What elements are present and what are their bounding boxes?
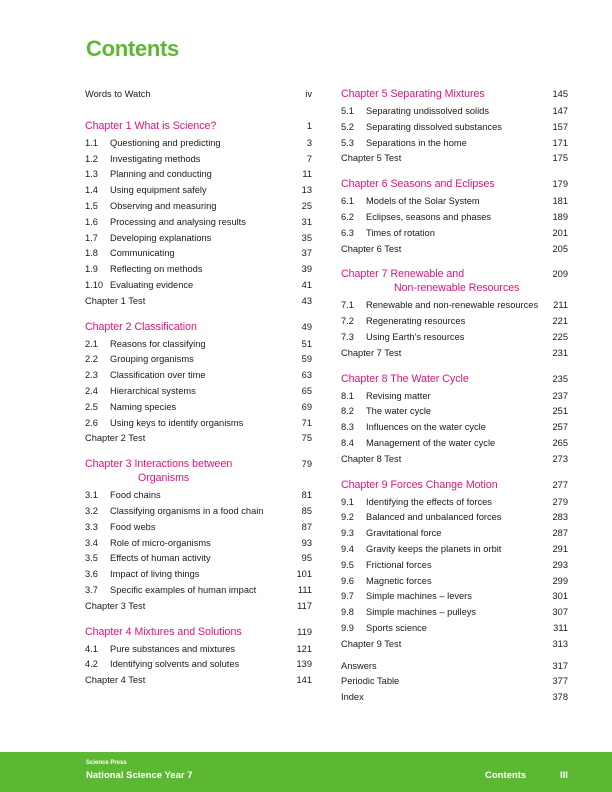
- contents-entry[interactable]: [85, 337, 312, 353]
- chapter-title-line: Chapter 2 Classification: [85, 320, 197, 333]
- contents-entry[interactable]: [85, 199, 312, 215]
- contents-entry[interactable]: [341, 314, 568, 330]
- contents-column-right: [341, 87, 568, 706]
- page-number: 1: [306, 120, 312, 131]
- entry-title: Chapter 2 Test: [85, 433, 146, 444]
- chapter-heading[interactable]: [85, 119, 312, 133]
- contents-entry[interactable]: [341, 298, 568, 314]
- entry-title: Magnetic forces: [366, 575, 432, 586]
- entry-title: Hierarchical systems: [110, 385, 196, 396]
- section-number: 9.2: [341, 512, 354, 523]
- page-number: 85: [301, 505, 312, 516]
- page-number: 257: [552, 422, 568, 433]
- section-number: 5.3: [341, 137, 354, 148]
- section-number: 1.1: [85, 137, 98, 148]
- contents-entry[interactable]: [341, 659, 568, 675]
- entry-title: Times of rotation: [366, 227, 435, 238]
- section-number: 9.1: [341, 496, 354, 507]
- entry-title: Periodic Table: [341, 676, 400, 687]
- entry-title: Reasons for classifying: [110, 338, 206, 349]
- section-number: 7.3: [341, 331, 354, 342]
- page-number: 11: [302, 169, 312, 180]
- contents-entry[interactable]: [85, 416, 312, 432]
- contents-entry[interactable]: [85, 567, 312, 583]
- section-number: 3.4: [85, 537, 98, 548]
- contents-entry[interactable]: [341, 120, 568, 136]
- page-number: 205: [552, 243, 568, 254]
- contents-entry[interactable]: [85, 87, 312, 103]
- page-number: 65: [301, 385, 312, 396]
- page-number: 139: [296, 659, 312, 670]
- contents-entry[interactable]: [85, 520, 312, 536]
- page-number: 237: [552, 390, 568, 401]
- contents-entry[interactable]: [85, 368, 312, 384]
- entry-title: Developing explanations: [110, 232, 212, 243]
- page-number: 279: [552, 496, 568, 507]
- entry-title: Observing and measuring: [110, 200, 217, 211]
- section-number: 2.1: [85, 338, 98, 349]
- page-number: 13: [301, 185, 312, 196]
- entry-title: Sports science: [366, 622, 427, 633]
- contents-entry[interactable]: [341, 226, 568, 242]
- page-number: 299: [552, 575, 568, 586]
- entry-title: Planning and conducting: [110, 169, 212, 180]
- page-number: 378: [552, 692, 568, 703]
- contents-entry[interactable]: [341, 542, 568, 558]
- section-number: 1.10: [85, 279, 104, 290]
- section-number: 1.5: [85, 200, 98, 211]
- page-number: 79: [301, 459, 312, 470]
- chapter-title-line: Chapter 6 Seasons and Eclipses: [341, 178, 495, 191]
- page-number: 313: [552, 638, 568, 649]
- contents-entry[interactable]: [341, 621, 568, 637]
- chapter-title-line: Chapter 7 Renewable and: [341, 268, 465, 281]
- entry-title: Answers: [341, 660, 377, 671]
- contents-entry[interactable]: [85, 167, 312, 183]
- entry-title: Revising matter: [366, 390, 431, 401]
- entry-title: Chapter 7 Test: [341, 347, 402, 358]
- entry-title: Influences on the water cycle: [366, 422, 486, 433]
- contents-entry[interactable]: [85, 152, 312, 168]
- section-number: 1.2: [85, 153, 98, 164]
- section-number: 6.3: [341, 227, 354, 238]
- page-number: 141: [296, 675, 312, 686]
- page-number: 211: [553, 300, 568, 311]
- contents-entry[interactable]: [85, 657, 312, 673]
- chapter-title: [85, 320, 302, 334]
- section-number: 6.2: [341, 211, 354, 222]
- entry-title: Separating undissolved solids: [366, 106, 490, 116]
- contents-entry[interactable]: [341, 420, 568, 436]
- contents-entry[interactable]: [85, 599, 312, 615]
- entry-title: Regenerating resources: [366, 316, 466, 327]
- entry-title: Communicating: [110, 248, 175, 259]
- page-number: 273: [552, 453, 568, 464]
- page-number: 377: [552, 676, 568, 687]
- entry-title: Words to Watch: [85, 89, 151, 99]
- page-number: 179: [552, 179, 568, 190]
- contents-entry[interactable]: [341, 104, 568, 120]
- page-footer: [0, 752, 612, 792]
- entry-title: Role of micro-organisms: [110, 537, 211, 548]
- contents-entry[interactable]: [341, 637, 568, 653]
- page-number: 81: [301, 490, 312, 501]
- page-number: 93: [301, 537, 312, 548]
- page-number: 117: [297, 600, 312, 611]
- page-number: 311: [553, 622, 568, 633]
- contents-entry[interactable]: [85, 183, 312, 199]
- section-number: 3.7: [85, 584, 98, 595]
- section-number: 5.2: [341, 121, 354, 132]
- footer-book-title: National Science Year 7: [86, 770, 193, 781]
- page-number: 71: [301, 417, 312, 428]
- page-number: iv: [305, 89, 312, 99]
- section-number: 9.4: [341, 543, 354, 554]
- footer-publisher: Science Press: [86, 760, 127, 766]
- page-number: 35: [301, 232, 312, 243]
- entry-title: Management of the water cycle: [366, 437, 496, 448]
- page-number: 209: [552, 269, 568, 280]
- section-number: 5.1: [341, 106, 354, 116]
- contents-entry[interactable]: [341, 589, 568, 605]
- contents-entry[interactable]: [341, 510, 568, 526]
- chapter-title: [341, 87, 552, 101]
- section-number: 9.5: [341, 559, 354, 570]
- entry-title: Chapter 5 Test: [341, 153, 402, 164]
- chapter-title: [85, 119, 307, 133]
- entry-title: Chapter 8 Test: [341, 453, 402, 464]
- entry-title: Classifying organisms in a food chain: [110, 505, 264, 516]
- entry-title: Simple machines – levers: [366, 591, 472, 602]
- page-number: 175: [552, 153, 568, 164]
- page-number: 25: [301, 200, 312, 211]
- chapter-title: [341, 372, 552, 386]
- page-title: Contents: [86, 36, 179, 61]
- page-number: 147: [552, 106, 568, 116]
- chapter-heading[interactable]: [85, 625, 312, 639]
- page-number: 283: [552, 512, 568, 523]
- section-number: 2.2: [85, 354, 98, 365]
- entry-title: Investigating methods: [110, 153, 201, 164]
- entry-title: Effects of human activity: [110, 553, 211, 564]
- page-number: 87: [301, 521, 312, 532]
- chapter-title-line: Chapter 4 Mixtures and Solutions: [85, 625, 242, 638]
- contents-entry[interactable]: [341, 452, 568, 468]
- section-number: 9.7: [341, 591, 354, 602]
- page-number: 59: [301, 354, 312, 365]
- contents-entry[interactable]: [85, 400, 312, 416]
- section-number: 2.6: [85, 417, 98, 428]
- section-number: 2.5: [85, 401, 98, 412]
- footer-page-number: III: [560, 770, 568, 781]
- section-number: 3.3: [85, 521, 98, 532]
- contents-entry[interactable]: [85, 384, 312, 400]
- contents-entry[interactable]: [85, 352, 312, 368]
- chapter-title-line: Chapter 3 Interactions between: [85, 458, 233, 471]
- chapter-title-line: Chapter 1 What is Science?: [85, 119, 217, 132]
- entry-title: Chapter 9 Test: [341, 638, 402, 649]
- entry-title: Separations in the home: [366, 137, 467, 148]
- entry-title: Food webs: [110, 521, 156, 532]
- section-number: 1.6: [85, 216, 98, 227]
- section-number: 9.3: [341, 528, 354, 539]
- chapter-title: [85, 625, 297, 639]
- entry-title: Eclipses, seasons and phases: [366, 211, 492, 222]
- page-number: 277: [552, 479, 568, 490]
- contents-entry[interactable]: [85, 136, 312, 152]
- contents-entry[interactable]: [341, 674, 568, 690]
- contents-entry[interactable]: [341, 210, 568, 226]
- section-number: 6.1: [341, 196, 354, 207]
- chapter-heading[interactable]: [341, 87, 568, 101]
- contents-entry[interactable]: [341, 495, 568, 511]
- chapter-heading[interactable]: [341, 478, 568, 492]
- page-number: 37: [301, 248, 312, 259]
- page-number: 225: [552, 331, 568, 342]
- contents-entry[interactable]: [85, 673, 312, 689]
- page-number: 221: [552, 316, 568, 327]
- chapter-title-line: Chapter 8 The Water Cycle: [341, 372, 469, 385]
- entry-title: Separating dissolved substances: [366, 121, 502, 132]
- section-number: 8.3: [341, 422, 354, 433]
- page-number: 145: [552, 89, 568, 99]
- section-number: 7.1: [341, 300, 354, 311]
- entry-title: Identifying the effects of forces: [366, 496, 492, 507]
- page-number: 101: [296, 569, 312, 580]
- page-number: 301: [552, 591, 568, 602]
- page-number: 49: [301, 321, 312, 332]
- page-number: 181: [552, 196, 568, 207]
- page-number: 157: [552, 121, 568, 132]
- page-number: 111: [297, 584, 312, 595]
- page-number: 291: [552, 543, 568, 554]
- entry-title: Renewable and non-renewable resources: [366, 300, 539, 311]
- chapter-heading[interactable]: [341, 372, 568, 386]
- entry-title: Reflecting on methods: [110, 264, 203, 275]
- contents-entry[interactable]: [85, 551, 312, 567]
- contents-entry[interactable]: [85, 278, 312, 294]
- section-number: 7.2: [341, 316, 354, 327]
- page-number: 63: [301, 370, 312, 381]
- contents-entry[interactable]: [341, 436, 568, 452]
- section-number: 4.1: [85, 643, 98, 654]
- page-number: 119: [297, 626, 312, 637]
- entry-title: Index: [341, 692, 364, 703]
- contents-entry[interactable]: [341, 136, 568, 152]
- contents-entry[interactable]: [85, 294, 312, 310]
- spacer: [85, 103, 312, 109]
- page-number: 287: [552, 528, 568, 539]
- section-number: 9.6: [341, 575, 354, 586]
- entry-title: Classification over time: [110, 370, 206, 381]
- contents-entry[interactable]: [341, 330, 568, 346]
- chapter-heading[interactable]: [341, 267, 568, 295]
- contents-entry[interactable]: [85, 231, 312, 247]
- entry-title: Chapter 1 Test: [85, 295, 146, 306]
- chapter-title-line: Chapter 5 Separating Mixtures: [341, 88, 485, 100]
- entry-title: Chapter 4 Test: [85, 675, 146, 686]
- footer-section: Contents: [485, 770, 527, 781]
- section-number: 3.1: [85, 490, 98, 501]
- entry-title: Food chains: [110, 490, 161, 501]
- entry-title: Gravity keeps the planets in orbit: [366, 543, 502, 554]
- page-number: 251: [552, 406, 568, 417]
- entry-title: Impact of living things: [110, 569, 200, 580]
- section-number: 1.8: [85, 248, 98, 259]
- entry-title: Chapter 3 Test: [85, 600, 146, 611]
- chapter-title: [341, 177, 552, 191]
- entry-title: Grouping organisms: [110, 354, 194, 365]
- section-number: 8.2: [341, 406, 354, 417]
- contents-entry[interactable]: [341, 526, 568, 542]
- contents-column-left: [85, 87, 312, 689]
- page-number: 39: [301, 264, 312, 275]
- contents-entry[interactable]: [85, 215, 312, 231]
- contents-entry[interactable]: [341, 404, 568, 420]
- page-number: 41: [301, 279, 312, 290]
- contents-entry[interactable]: [341, 346, 568, 362]
- entry-title: Questioning and predicting: [110, 137, 221, 148]
- section-number: 8.1: [341, 390, 354, 401]
- chapter-title-line: Organisms: [138, 472, 190, 485]
- chapter-heading[interactable]: [85, 320, 312, 334]
- contents-entry[interactable]: [341, 151, 568, 167]
- contents-entry[interactable]: [85, 504, 312, 520]
- page-number: 265: [552, 437, 568, 448]
- entry-title: Gravitational force: [366, 528, 442, 539]
- section-number: 1.4: [85, 185, 98, 196]
- entry-title: Using equipment safely: [110, 185, 207, 196]
- contents-entry[interactable]: [85, 583, 312, 599]
- page-number: 95: [301, 553, 312, 564]
- contents-entry[interactable]: [85, 488, 312, 504]
- page-number: 293: [552, 559, 568, 570]
- entry-title: Processing and analysing results: [110, 216, 246, 227]
- page-number: 69: [301, 401, 312, 412]
- entry-title: Using keys to identify organisms: [110, 417, 244, 428]
- page-number: 201: [552, 227, 568, 238]
- page-number: 171: [552, 137, 568, 148]
- chapter-heading[interactable]: [341, 177, 568, 191]
- chapter-title-line: Non-renewable Resources: [394, 282, 520, 295]
- section-number: 2.4: [85, 385, 98, 396]
- chapter-title: [85, 457, 302, 485]
- entry-title: Specific examples of human impact: [110, 584, 257, 595]
- contents-entry[interactable]: [85, 431, 312, 447]
- contents-entry[interactable]: [341, 574, 568, 590]
- section-number: 1.9: [85, 264, 98, 275]
- section-number: 3.2: [85, 505, 98, 516]
- contents-entry[interactable]: [85, 642, 312, 658]
- contents-entry[interactable]: [85, 536, 312, 552]
- page-number: 231: [552, 347, 568, 358]
- contents-entry[interactable]: [85, 246, 312, 262]
- section-number: 9.8: [341, 607, 354, 618]
- page-number: 31: [301, 216, 312, 227]
- section-number: 1.3: [85, 169, 98, 180]
- chapter-title: [341, 478, 552, 492]
- page-number: 75: [301, 433, 312, 444]
- entry-title: The water cycle: [366, 406, 432, 417]
- contents-entry[interactable]: [341, 194, 568, 210]
- page-number: 51: [301, 338, 312, 349]
- section-number: 4.2: [85, 659, 98, 670]
- page-number: 235: [552, 373, 568, 384]
- page-number: 43: [301, 295, 312, 306]
- section-number: 3.6: [85, 569, 98, 580]
- page-number: 317: [552, 660, 568, 671]
- entry-title: Frictional forces: [366, 559, 432, 570]
- contents-entry[interactable]: [85, 262, 312, 278]
- entry-title: Simple machines – pulleys: [366, 607, 477, 618]
- section-number: 8.4: [341, 437, 354, 448]
- section-number: 2.3: [85, 370, 98, 381]
- page-number: 121: [296, 643, 312, 654]
- chapter-heading[interactable]: [85, 457, 312, 485]
- page-number: 189: [552, 211, 568, 222]
- page-number: 3: [306, 137, 312, 148]
- entry-title: Models of the Solar System: [366, 196, 480, 207]
- contents-entry[interactable]: [341, 389, 568, 405]
- section-number: 9.9: [341, 622, 354, 633]
- entry-title: Naming species: [110, 401, 177, 412]
- page-number: 307: [552, 607, 568, 618]
- contents-entry[interactable]: [341, 690, 568, 706]
- entry-title: Using Earth's resources: [366, 331, 465, 342]
- chapter-title-line: Chapter 9 Forces Change Motion: [341, 478, 498, 491]
- entry-title: Chapter 6 Test: [341, 243, 402, 254]
- entry-title: Balanced and unbalanced forces: [366, 512, 502, 523]
- contents-entry[interactable]: [341, 242, 568, 258]
- chapter-title: [341, 267, 552, 295]
- section-number: 1.7: [85, 232, 98, 243]
- page-number: 7: [306, 153, 312, 164]
- contents-entry[interactable]: [341, 605, 568, 621]
- entry-title: Identifying solvents and solutes: [110, 659, 240, 670]
- entry-title: Evaluating evidence: [110, 279, 194, 290]
- entry-title: Pure substances and mixtures: [110, 643, 236, 654]
- contents-entry[interactable]: [341, 558, 568, 574]
- section-number: 3.5: [85, 553, 98, 564]
